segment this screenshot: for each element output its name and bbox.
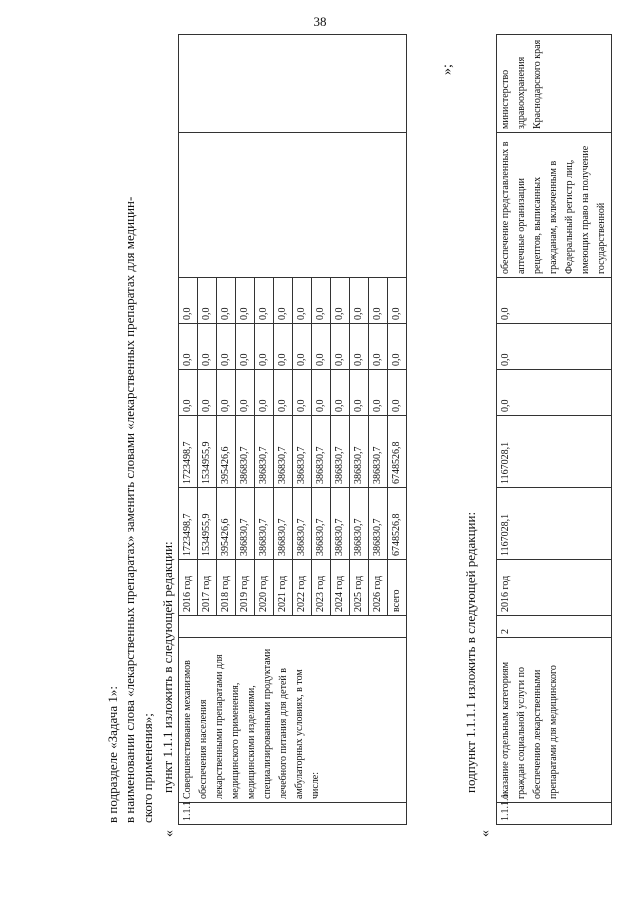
- table1-cell-total: 386830,7: [312, 488, 331, 560]
- table1-cell-regional: 386830,7: [350, 416, 369, 488]
- table1-cell-total: 1534955,9: [198, 488, 217, 560]
- table1-result: [179, 133, 407, 278]
- table1-cell-regional: 386830,7: [236, 416, 255, 488]
- table1-cell-total: 386830,7: [369, 488, 388, 560]
- table1-cell-year: 2025 год: [350, 560, 369, 616]
- table1-cell-other: 0,0: [350, 278, 369, 324]
- table1-cell-federal: 0,0: [236, 370, 255, 416]
- table1-cell-local: 0,0: [369, 324, 388, 370]
- table1-cell-federal: 0,0: [350, 370, 369, 416]
- table1-cell-local: 0,0: [350, 324, 369, 370]
- table2-description: оказание отдельным категориям граждан социальной услуги по обеспечению лекарственными препаратами для медицинского: [497, 638, 612, 803]
- table1-cell-regional: 1534955,9: [198, 416, 217, 488]
- table1-cell-federal: 0,0: [331, 370, 350, 416]
- table2-local: 0,0: [497, 324, 612, 370]
- table1-cell-federal: 0,0: [312, 370, 331, 416]
- table1-cell-other: 0,0: [274, 278, 293, 324]
- table1-cell-regional: 386830,7: [255, 416, 274, 488]
- table1-cell-total: 395426,6: [217, 488, 236, 560]
- intro-line-2: в наименовании слова «лекарственных препаратах» заменить словами «лекарственных препаратах для медицин-: [122, 196, 137, 823]
- table1-cell-federal: 0,0: [217, 370, 236, 416]
- table2-code: 1.1.1.1: [497, 803, 612, 825]
- table1-cell-regional: 6748526,8: [388, 416, 407, 488]
- table1-cell-other: 0,0: [331, 278, 350, 324]
- table1-cell-regional: 386830,7: [312, 416, 331, 488]
- table1-cell-local: 0,0: [293, 324, 312, 370]
- table-1: [178, 34, 407, 825]
- table1-cell-year: 2023 год: [312, 560, 331, 616]
- intro-line-4: пункт 1.1.1 изложить в следующей редакции:: [160, 541, 175, 793]
- table1-cell-total: 386830,7: [255, 488, 274, 560]
- table1-row: [179, 35, 198, 825]
- table1-cell-total: 386830,7: [293, 488, 312, 560]
- table1-cell-regional: 386830,7: [369, 416, 388, 488]
- table2-row: [497, 35, 612, 825]
- table1-cell-local: 0,0: [255, 324, 274, 370]
- subpoint-line: подпункт 1.1.1.1 изложить в следующей редакции:: [463, 511, 478, 793]
- table2-federal: 0,0: [497, 370, 612, 416]
- table1-cell-year: 2018 год: [217, 560, 236, 616]
- table1-cell-other: 0,0: [198, 278, 217, 324]
- table1-cell-year: 2020 год: [255, 560, 274, 616]
- table2-result: обеспечение представленных в аптечные организации рецептов, выписанных гражданам, включенным в Федеральный регистр лиц, имеющих право на получение государственной: [497, 133, 612, 278]
- table1-cell-local: 0,0: [198, 324, 217, 370]
- table1-cell-year: 2017 год: [198, 560, 217, 616]
- table1-cell-federal: 0,0: [179, 370, 198, 416]
- table1-cell-local: 0,0: [274, 324, 293, 370]
- table1-cell-federal: 0,0: [198, 370, 217, 416]
- table2-year: 2016 год: [497, 560, 612, 616]
- table1-cell-year: 2019 год: [236, 560, 255, 616]
- table1-cell-other: 0,0: [312, 278, 331, 324]
- table1-cell-local: 0,0: [236, 324, 255, 370]
- table-2: [496, 34, 612, 825]
- table1-description: Совершенствование механизмов обеспечения населения лекарственными препаратами для медицинского применения, медицинскими изделиями, специализированными продуктами лечебного питания для детей в амбулаторных условиях, в том числе:: [179, 638, 407, 803]
- table1-cell-total: 1723498,7: [179, 488, 198, 560]
- table2-level: 2: [497, 616, 612, 638]
- table1-close-quote: »;: [440, 64, 455, 75]
- table1-executor: [179, 35, 407, 133]
- table1-cell-local: 0,0: [217, 324, 236, 370]
- table2-open-quote: «: [478, 830, 493, 837]
- table1-cell-regional: 386830,7: [274, 416, 293, 488]
- table1-cell-local: 0,0: [179, 324, 198, 370]
- table1-cell-other: 0,0: [179, 278, 198, 324]
- table1-cell-total: 386830,7: [350, 488, 369, 560]
- table1-cell-year: 2016 год: [179, 560, 198, 616]
- table1-cell-other: 0,0: [388, 278, 407, 324]
- table1-cell-year: 2022 год: [293, 560, 312, 616]
- intro-line-1: в подразделе «Задача 1»:: [105, 686, 120, 823]
- table1-cell-regional: 1723498,7: [179, 416, 198, 488]
- table1-cell-local: 0,0: [331, 324, 350, 370]
- table1-cell-year: 2026 год: [369, 560, 388, 616]
- intro-line-3: ского применения»;: [140, 713, 155, 823]
- table1-cell-federal: 0,0: [388, 370, 407, 416]
- table1-level: [179, 616, 407, 638]
- table1-cell-regional: 386830,7: [331, 416, 350, 488]
- table1-open-quote: «: [162, 830, 177, 837]
- table1-cell-year: 2021 год: [274, 560, 293, 616]
- table2-other: 0,0: [497, 278, 612, 324]
- table1-code: 1.1.1: [179, 803, 407, 825]
- table1-cell-regional: 386830,7: [293, 416, 312, 488]
- table1-cell-total: 6748526,8: [388, 488, 407, 560]
- table1-cell-regional: 395426,6: [217, 416, 236, 488]
- table1-cell-total: 386830,7: [331, 488, 350, 560]
- table2-executor: министерство здравоохранения Краснодарского края: [497, 35, 612, 133]
- table1-cell-federal: 0,0: [369, 370, 388, 416]
- table1-cell-total: 386830,7: [236, 488, 255, 560]
- page-number: 38: [313, 14, 327, 29]
- table1-cell-other: 0,0: [293, 278, 312, 324]
- table2-total: 1167028,1: [497, 488, 612, 560]
- table2-regional: 1167028,1: [497, 416, 612, 488]
- table1-cell-year: 2024 год: [331, 560, 350, 616]
- table1-cell-total: 386830,7: [274, 488, 293, 560]
- table1-cell-local: 0,0: [388, 324, 407, 370]
- table1-cell-other: 0,0: [255, 278, 274, 324]
- table1-cell-other: 0,0: [217, 278, 236, 324]
- table1-cell-federal: 0,0: [274, 370, 293, 416]
- table1-cell-other: 0,0: [236, 278, 255, 324]
- table1-cell-year: всего: [388, 560, 407, 616]
- table1-cell-other: 0,0: [369, 278, 388, 324]
- table1-cell-federal: 0,0: [255, 370, 274, 416]
- table1-cell-federal: 0,0: [293, 370, 312, 416]
- table1-cell-local: 0,0: [312, 324, 331, 370]
